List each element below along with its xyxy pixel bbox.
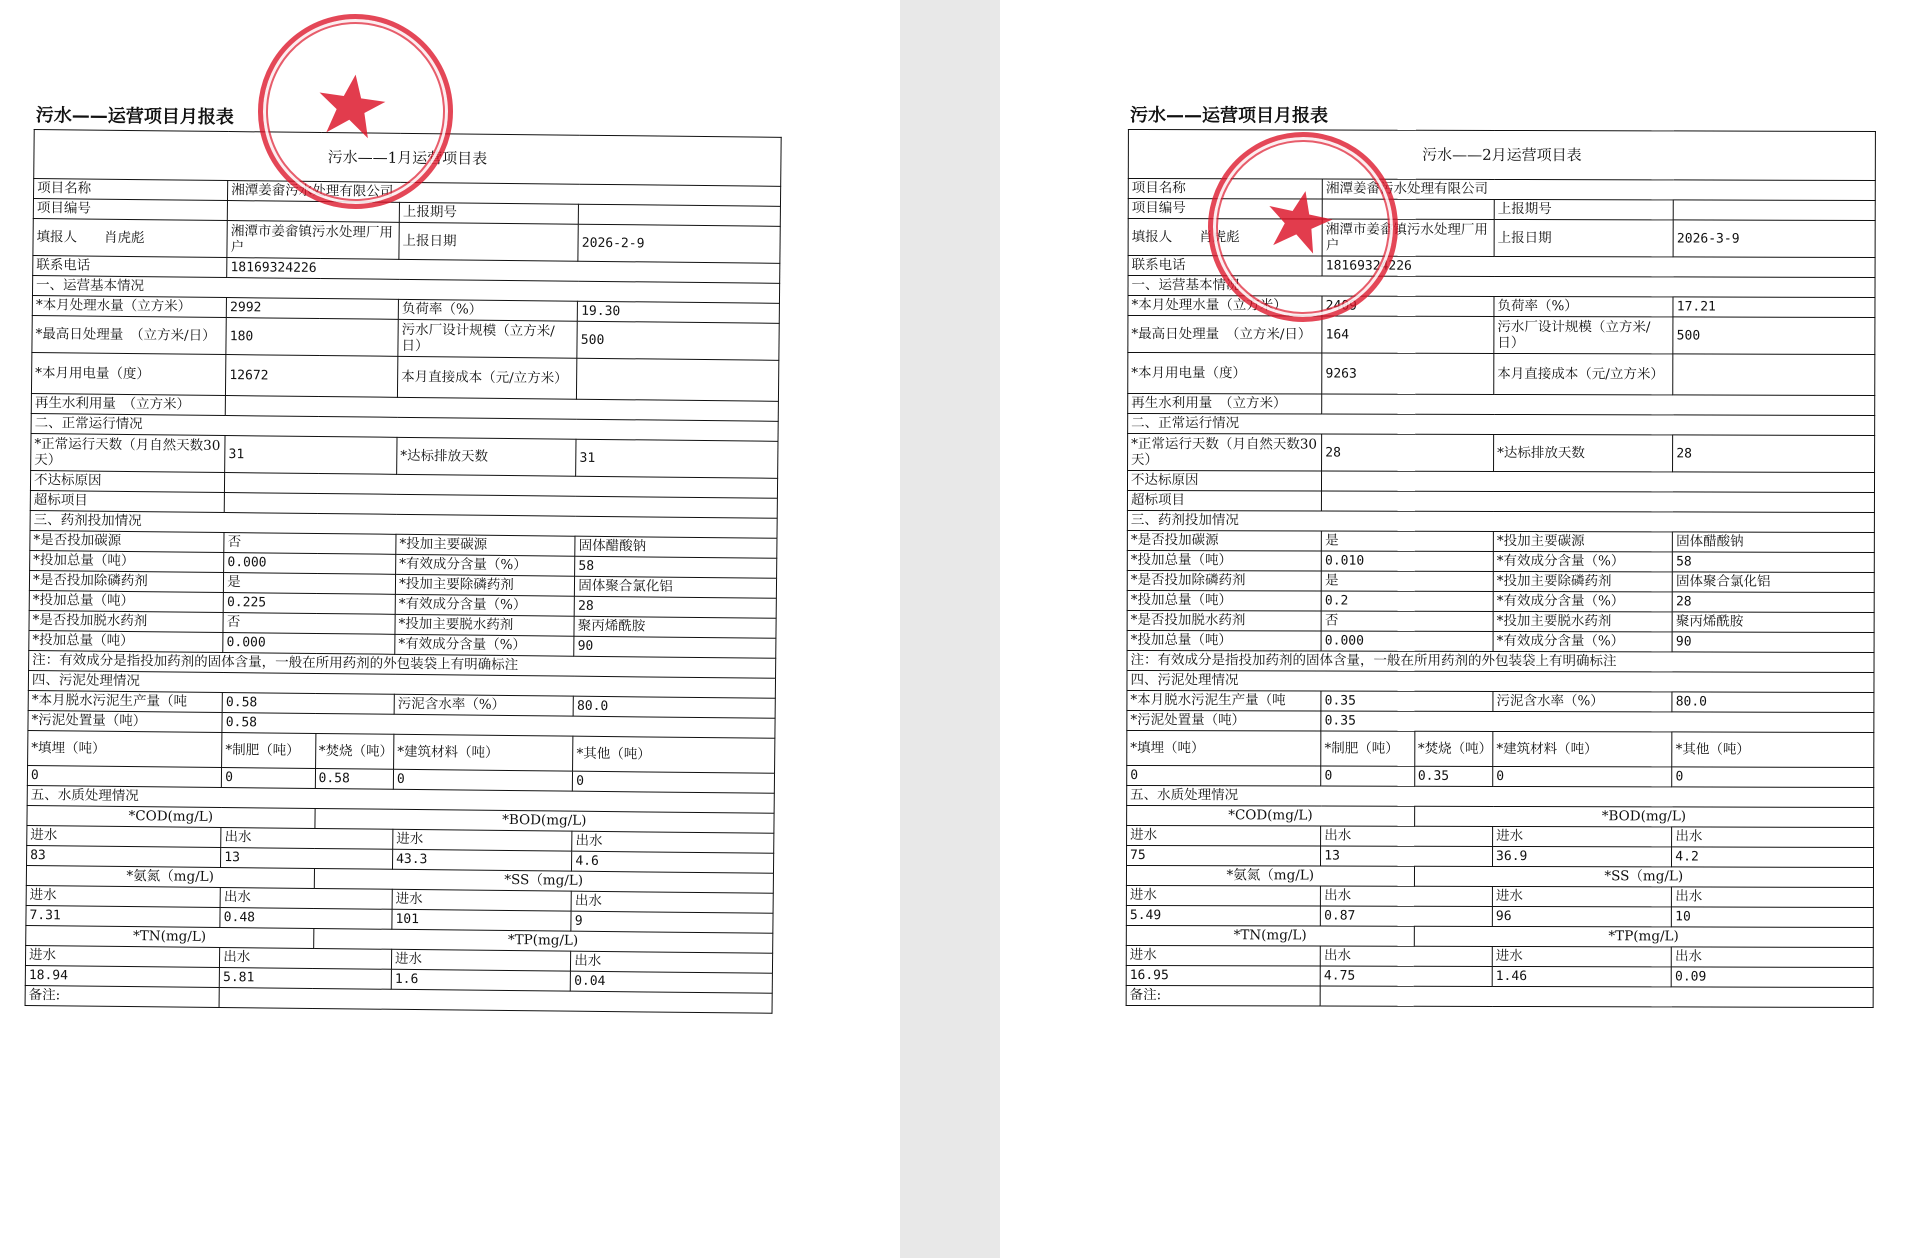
cod-in-label: 进水 bbox=[27, 825, 221, 847]
period-label: 上报期号 bbox=[399, 202, 578, 224]
tp-in-label: 进水 bbox=[1492, 946, 1671, 966]
dewatering-content-label: *有效成分含量（%） bbox=[1493, 631, 1672, 651]
phone-label: 联系电话 bbox=[33, 255, 227, 277]
load-rate-label: 负荷率（%） bbox=[1494, 296, 1673, 316]
report-date-value: 2026-3-9 bbox=[1673, 220, 1875, 258]
report-table bbox=[25, 129, 782, 1014]
sludge-production-label: *本月脱水污泥生产量（吨 bbox=[28, 690, 222, 712]
bod-out-value: 4.2 bbox=[1672, 847, 1874, 868]
noncompliance-label: 不达标原因 bbox=[30, 470, 224, 492]
reuse-label: 再生水利用量 （立方米） bbox=[1128, 394, 1322, 415]
cod-header: *COD(mg/L) bbox=[1127, 805, 1415, 826]
incineration-value: 0.35 bbox=[1414, 766, 1492, 786]
max-daily-label: *最高日处理量 （立方米/日） bbox=[1128, 316, 1322, 354]
incineration-label: *焚烧（吨） bbox=[1414, 731, 1493, 766]
carbon-content-label: *有效成分含量（%） bbox=[396, 554, 575, 576]
tp-header: *TP(mg/L) bbox=[1414, 926, 1873, 947]
landfill-label: *填埋（吨） bbox=[28, 730, 223, 767]
sludge-disposal-label: *污泥处置量（吨） bbox=[1127, 710, 1321, 731]
compliant-days-value: 28 bbox=[1673, 435, 1875, 473]
cod-out-value: 13 bbox=[221, 847, 393, 869]
load-rate-value: 17.21 bbox=[1673, 297, 1875, 318]
ammonia-out-value: 0.48 bbox=[220, 907, 392, 929]
landfill-label: *填埋（吨） bbox=[1127, 730, 1321, 766]
design-scale-label: 污水厂设计规模（立方米/日） bbox=[398, 319, 578, 358]
tp-out-label: 出水 bbox=[1672, 947, 1874, 968]
viewer-gutter bbox=[900, 0, 1000, 1258]
dewatering-content-value: 90 bbox=[574, 636, 776, 658]
sludge-production-value: 0.58 bbox=[222, 693, 394, 715]
ss-header: *SS（mg/L) bbox=[1414, 866, 1873, 887]
ammonia-in-value: 7.31 bbox=[26, 905, 220, 927]
bod-in-label: 进水 bbox=[1493, 826, 1672, 846]
reuse-value bbox=[1322, 394, 1875, 415]
phosphorus-amount-value: 0.2 bbox=[1321, 591, 1493, 611]
reporter-label: 填报人 bbox=[1131, 228, 1173, 245]
tn-out-label: 出水 bbox=[1320, 946, 1492, 966]
fertilizer-value: 0 bbox=[222, 768, 316, 789]
reuse-label: 再生水利用量 （立方米） bbox=[31, 393, 225, 415]
phosphorus-agent-label: *投加主要除磷药剂 bbox=[1493, 571, 1672, 591]
building-material-label: *建筑材料（吨） bbox=[1493, 731, 1672, 766]
water-volume-label: *本月处理水量（立方米） bbox=[1128, 296, 1322, 317]
phosphorus-amount-label: *投加总量（吨） bbox=[29, 590, 223, 612]
tn-header: *TN(mg/L) bbox=[26, 925, 314, 948]
power-value: 12672 bbox=[226, 355, 398, 398]
power-label: *本月用电量（度） bbox=[1128, 353, 1322, 395]
phosphorus-added-label: *是否投加除磷药剂 bbox=[29, 570, 223, 592]
tp-out-value: 0.09 bbox=[1671, 967, 1873, 988]
section-heading: 四、污泥处理情况 bbox=[1127, 670, 1874, 692]
dewatering-amount-value: 0.000 bbox=[223, 633, 395, 655]
ammonia-in-value: 5.49 bbox=[1126, 905, 1320, 926]
tn-in-value: 16.95 bbox=[1126, 965, 1320, 986]
ammonia-header: *氨氮（mg/L) bbox=[1126, 865, 1414, 886]
ss-in-value: 96 bbox=[1492, 906, 1671, 926]
dewatering-added-value: 否 bbox=[223, 613, 395, 635]
tp-out-label: 出水 bbox=[571, 951, 773, 973]
ss-in-value: 101 bbox=[392, 909, 571, 931]
dewatering-amount-label: *投加总量（吨） bbox=[1127, 630, 1321, 651]
direct-cost-value bbox=[577, 358, 779, 401]
phosphorus-agent-value: 固体聚合氯化铝 bbox=[575, 576, 777, 598]
project-name-value: 湘潭姜畲污水处理有限公司 bbox=[228, 181, 781, 207]
other-disposal-label: *其他（吨） bbox=[573, 736, 775, 773]
section-heading: 三、药剂投加情况 bbox=[1127, 510, 1874, 532]
carbon-amount-label: *投加总量（吨） bbox=[1127, 550, 1321, 571]
compliant-days-label: *达标排放天数 bbox=[397, 437, 577, 476]
report-date-label: 上报日期 bbox=[1494, 219, 1673, 256]
design-scale-label: 污水厂设计规模（立方米/日） bbox=[1494, 316, 1673, 353]
remarks-label: 备注: bbox=[25, 985, 219, 1007]
ss-out-label: 出水 bbox=[571, 891, 773, 913]
remarks-label: 备注: bbox=[1126, 985, 1320, 1006]
power-label: *本月用电量（度） bbox=[31, 352, 226, 395]
sludge-production-label: *本月脱水污泥生产量（吨 bbox=[1127, 690, 1321, 711]
carbon-added-label: *是否投加碳源 bbox=[30, 530, 224, 552]
operating-days-value: 28 bbox=[1322, 434, 1494, 471]
water-volume-label: *本月处理水量（立方米） bbox=[32, 295, 226, 317]
tn-in-label: 进水 bbox=[25, 945, 219, 967]
ammonia-header: *氨氮（mg/L) bbox=[26, 865, 314, 888]
exceed-items-label: 超标项目 bbox=[1127, 490, 1321, 511]
ammonia-in-label: 进水 bbox=[26, 885, 220, 907]
tn-in-value: 18.94 bbox=[25, 965, 219, 987]
carbon-content-value: 58 bbox=[1673, 552, 1875, 573]
phosphorus-content-value: 28 bbox=[574, 596, 776, 618]
project-code-label: 项目编号 bbox=[33, 199, 227, 221]
cod-out-value: 13 bbox=[1321, 846, 1493, 866]
phosphorus-amount-value: 0.225 bbox=[223, 593, 395, 615]
phosphorus-added-value: 是 bbox=[1321, 571, 1493, 591]
dewatering-content-label: *有效成分含量（%） bbox=[395, 634, 574, 656]
exceed-items-label: 超标项目 bbox=[30, 490, 224, 512]
dewatering-agent-value: 聚丙烯酰胺 bbox=[1672, 612, 1874, 633]
incineration-value: 0.58 bbox=[315, 768, 394, 789]
phone-value: 18169324226 bbox=[227, 258, 780, 284]
carbon-added-value: 是 bbox=[1322, 531, 1494, 551]
fertilizer-label: *制肥（吨） bbox=[1321, 731, 1414, 766]
dewatering-content-value: 90 bbox=[1672, 632, 1874, 653]
load-rate-label: 负荷率（%） bbox=[398, 299, 577, 321]
carbon-added-label: *是否投加碳源 bbox=[1127, 530, 1321, 551]
ss-header: *SS（mg/L) bbox=[314, 868, 774, 893]
tn-in-label: 进水 bbox=[1126, 945, 1320, 966]
compliant-days-value: 31 bbox=[576, 439, 778, 478]
project-name-value: 湘潭姜畲污水处理有限公司 bbox=[1322, 179, 1875, 200]
sludge-moisture-value: 80.0 bbox=[1672, 692, 1874, 713]
dewatering-agent-value: 聚丙烯酰胺 bbox=[574, 616, 776, 638]
dewatering-agent-label: *投加主要脱水药剂 bbox=[395, 614, 574, 636]
sludge-disposal-value: 0.58 bbox=[222, 713, 775, 739]
carbon-added-value: 否 bbox=[224, 533, 396, 555]
direct-cost-label: 本月直接成本（元/立方米） bbox=[1494, 353, 1673, 394]
max-daily-value: 164 bbox=[1322, 316, 1494, 353]
carbon-amount-value: 0.000 bbox=[224, 553, 396, 575]
period-value bbox=[1673, 200, 1875, 221]
ss-in-label: 进水 bbox=[392, 889, 571, 911]
bod-in-value: 36.9 bbox=[1493, 846, 1672, 866]
section-heading: 五、水质处理情况 bbox=[27, 785, 774, 813]
load-rate-value: 19.30 bbox=[578, 301, 780, 323]
phone-label: 联系电话 bbox=[1128, 256, 1322, 277]
phosphorus-content-value: 28 bbox=[1672, 592, 1874, 613]
unit-name: 湘潭市姜畲镇污水处理厂用户 bbox=[1322, 219, 1494, 256]
cod-in-label: 进水 bbox=[1127, 825, 1321, 846]
bod-header: *BOD(mg/L) bbox=[1414, 806, 1873, 827]
ss-out-value: 10 bbox=[1672, 907, 1874, 928]
noncompliance-label: 不达标原因 bbox=[1127, 471, 1321, 492]
section-heading: 二、正常运行情况 bbox=[1128, 414, 1875, 436]
fertilizer-label: *制肥（吨） bbox=[222, 733, 316, 769]
phosphorus-added-value: 是 bbox=[224, 573, 396, 595]
bod-in-value: 43.3 bbox=[393, 849, 572, 871]
dewatering-added-label: *是否投加脱水药剂 bbox=[1127, 610, 1321, 631]
dewatering-amount-value: 0.000 bbox=[1321, 631, 1493, 651]
tn-out-label: 出水 bbox=[220, 947, 392, 969]
bod-out-value: 4.6 bbox=[572, 851, 774, 873]
ammonia-in-label: 进水 bbox=[1126, 885, 1320, 906]
noncompliance-value bbox=[1322, 471, 1875, 492]
sludge-disposal-value: 0.35 bbox=[1321, 711, 1874, 732]
cod-out-label: 出水 bbox=[1321, 826, 1493, 846]
incineration-label: *焚烧（吨） bbox=[315, 733, 394, 769]
carbon-source-label: *投加主要碳源 bbox=[1493, 531, 1672, 551]
sludge-moisture-label: 污泥含水率（%） bbox=[1493, 691, 1672, 711]
project-code-label: 项目编号 bbox=[1128, 199, 1322, 220]
ammonia-out-label: 出水 bbox=[1321, 886, 1493, 906]
bod-in-label: 进水 bbox=[393, 829, 572, 851]
building-material-value: 0 bbox=[1493, 766, 1672, 786]
bod-out-label: 出水 bbox=[1672, 827, 1874, 848]
carbon-amount-value: 0.010 bbox=[1321, 551, 1493, 571]
tn-out-value: 4.75 bbox=[1320, 966, 1492, 986]
operating-days-label: *正常运行天数（月自然天数30天） bbox=[1128, 434, 1322, 472]
phosphorus-amount-label: *投加总量（吨） bbox=[1127, 590, 1321, 611]
dewatering-amount-label: *投加总量（吨） bbox=[29, 630, 223, 652]
remarks-value bbox=[1320, 986, 1873, 1007]
phosphorus-content-label: *有效成分含量（%） bbox=[395, 594, 574, 616]
building-material-value: 0 bbox=[393, 769, 572, 791]
reporter-cell bbox=[33, 218, 228, 257]
direct-cost-label: 本月直接成本（元/立方米） bbox=[397, 356, 577, 399]
cod-in-value: 75 bbox=[1127, 845, 1321, 866]
tp-in-value: 1.6 bbox=[391, 969, 570, 991]
sludge-moisture-label: 污泥含水率（%） bbox=[394, 694, 573, 716]
cod-out-label: 出水 bbox=[221, 827, 393, 849]
section-heading: 四、污泥处理情况 bbox=[28, 670, 775, 698]
phosphorus-added-label: *是否投加除磷药剂 bbox=[1127, 570, 1321, 591]
other-disposal-value: 0 bbox=[573, 771, 775, 793]
section-heading: 二、正常运行情况 bbox=[31, 413, 778, 441]
carbon-source-value: 固体醋酸钠 bbox=[575, 536, 777, 558]
carbon-source-label: *投加主要碳源 bbox=[396, 534, 575, 556]
section-heading: 三、药剂投加情况 bbox=[30, 510, 777, 538]
ss-out-label: 出水 bbox=[1672, 887, 1874, 908]
operating-days-label: *正常运行天数（月自然天数30天） bbox=[31, 433, 226, 472]
section-heading: 五、水质处理情况 bbox=[1127, 785, 1874, 807]
phosphorus-content-label: *有效成分含量（%） bbox=[1493, 591, 1672, 611]
carbon-content-label: *有效成分含量（%） bbox=[1493, 551, 1672, 571]
unit-name: 湘潭市姜畲镇污水处理厂用户 bbox=[227, 221, 399, 260]
table-title: 污水——2月运营项目表 bbox=[1128, 130, 1875, 181]
exceed-items-value bbox=[1322, 491, 1875, 512]
period-label: 上报期号 bbox=[1494, 199, 1673, 219]
cod-in-value: 83 bbox=[27, 845, 221, 867]
seal-star-icon bbox=[252, 7, 450, 205]
reporter-label: 填报人 bbox=[36, 228, 78, 245]
landfill-value: 0 bbox=[1127, 765, 1321, 786]
section-heading: 一、运营基本情况 bbox=[1128, 276, 1875, 298]
page-february bbox=[1000, 0, 1912, 1258]
direct-cost-value bbox=[1673, 354, 1875, 396]
water-volume-value: 2409 bbox=[1322, 296, 1494, 316]
sludge-disposal-label: *污泥处置量（吨） bbox=[28, 710, 222, 732]
power-value: 9263 bbox=[1322, 353, 1494, 394]
dewatering-added-label: *是否投加脱水药剂 bbox=[29, 610, 223, 632]
dewatering-added-value: 否 bbox=[1321, 611, 1493, 631]
dosage-note: 注：有效成分是指投加药剂的固体含量，一般在所用药剂的外包装袋上有明确标注 bbox=[1127, 650, 1874, 672]
period-value bbox=[579, 204, 781, 226]
bod-out-label: 出水 bbox=[572, 831, 774, 853]
phone-value: 18169324226 bbox=[1322, 256, 1875, 277]
reporter-name: 肖虎彪 bbox=[104, 229, 145, 246]
carbon-source-value: 固体醋酸钠 bbox=[1673, 532, 1875, 553]
carbon-content-value: 58 bbox=[575, 556, 777, 578]
reporter-name: 肖虎彪 bbox=[1199, 228, 1240, 245]
project-name-label: 项目名称 bbox=[33, 179, 227, 201]
landfill-value: 0 bbox=[27, 765, 221, 787]
operating-days-value: 31 bbox=[225, 436, 397, 475]
ammonia-out-label: 出水 bbox=[220, 887, 392, 909]
compliant-days-label: *达标排放天数 bbox=[1494, 434, 1673, 471]
design-scale-value: 500 bbox=[1673, 317, 1875, 355]
tp-in-label: 进水 bbox=[391, 949, 570, 971]
fertilizer-value: 0 bbox=[1321, 766, 1414, 786]
report-date-value: 2026-2-9 bbox=[578, 224, 780, 263]
report-date-label: 上报日期 bbox=[399, 222, 579, 261]
tp-in-value: 1.46 bbox=[1492, 966, 1671, 986]
design-scale-value: 500 bbox=[577, 321, 779, 360]
ss-in-label: 进水 bbox=[1492, 886, 1671, 906]
sludge-moisture-value: 80.0 bbox=[573, 696, 775, 718]
report-sheet bbox=[25, 103, 782, 1014]
max-daily-value: 180 bbox=[226, 318, 398, 357]
phosphorus-agent-label: *投加主要除磷药剂 bbox=[395, 574, 574, 596]
ammonia-out-value: 0.87 bbox=[1321, 906, 1493, 926]
bod-header: *BOD(mg/L) bbox=[315, 808, 775, 833]
ss-out-value: 9 bbox=[571, 911, 773, 933]
dosage-note: 注：有效成分是指投加药剂的固体含量，一般在所用药剂的外包装袋上有明确标注 bbox=[29, 650, 776, 678]
dewatering-agent-label: *投加主要脱水药剂 bbox=[1493, 611, 1672, 631]
tp-out-value: 0.04 bbox=[571, 971, 773, 993]
seal-star-icon bbox=[1198, 120, 1400, 322]
document-title: 污水——运营项目月报表 bbox=[1129, 105, 1328, 127]
carbon-amount-label: *投加总量（吨） bbox=[30, 550, 224, 572]
sludge-production-value: 0.35 bbox=[1321, 691, 1493, 711]
max-daily-label: *最高日处理量 （立方米/日） bbox=[32, 315, 227, 354]
other-disposal-label: *其他（吨） bbox=[1672, 732, 1874, 768]
section-heading: 一、运营基本情况 bbox=[32, 275, 779, 303]
tn-header: *TN(mg/L) bbox=[1126, 925, 1414, 946]
project-name-label: 项目名称 bbox=[1128, 179, 1322, 200]
phosphorus-agent-value: 固体聚合氯化铝 bbox=[1673, 572, 1875, 593]
tp-header: *TP(mg/L) bbox=[313, 928, 773, 953]
cod-header: *COD(mg/L) bbox=[27, 805, 315, 828]
water-volume-value: 2992 bbox=[226, 298, 398, 320]
page-january bbox=[0, 0, 900, 1258]
building-material-label: *建筑材料（吨） bbox=[394, 734, 574, 771]
table-title: 污水——1月运营项目表 bbox=[34, 130, 781, 187]
tn-out-value: 5.81 bbox=[219, 967, 391, 989]
document-title: 污水——运营项目月报表 bbox=[35, 105, 234, 129]
other-disposal-value: 0 bbox=[1672, 767, 1874, 788]
